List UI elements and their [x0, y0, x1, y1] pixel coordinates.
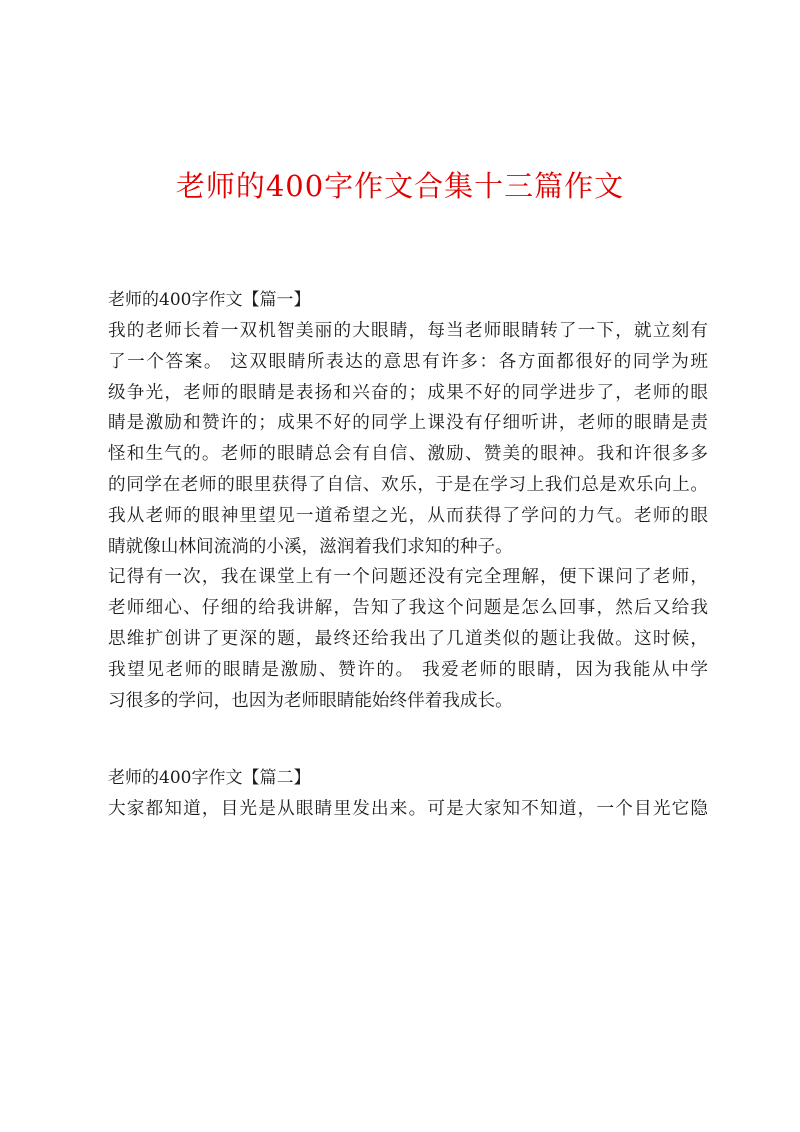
- section-heading: 老师的400字作文【篇一】: [108, 290, 311, 310]
- paragraph-line: 思维扩创讲了更深的题，最终还给我出了几道类似的题让我做。这时候，: [108, 628, 708, 649]
- section-heading: 老师的400字作文【篇二】: [108, 768, 311, 789]
- paragraph-line: 习很多的学问，也因为老师眼睛能始终伴着我成长。: [108, 690, 513, 711]
- section-spacer: [108, 716, 708, 764]
- document-body: [108, 286, 708, 825]
- document-title: 老师的400字作文合集十三篇作文: [175, 169, 625, 203]
- paragraph-line: 睛就像山林间流淌的小溪，滋润着我们求知的种子。: [108, 536, 513, 557]
- paragraph: [108, 316, 708, 562]
- essay-section: [108, 286, 708, 716]
- paragraph-line: 我望见老师的眼睛是激励、赞许的。 我爱老师的眼睛，因为我能从中学: [108, 659, 708, 680]
- paragraph-line: 大家都知道，目光是从眼睛里发出来。可是大家知不知道，一个目光它隐: [108, 799, 708, 820]
- paragraph-line: 老师细心、仔细的给我讲解，告知了我这个问题是怎么回事，然后又给我: [108, 598, 708, 619]
- paragraph-line: 的同学在老师的眼里获得了自信、欢乐，于是在学习上我们总是欢乐向上。: [108, 474, 708, 495]
- paragraph-line: 我从老师的眼神里望见一道希望之光，从而获得了学问的力气。老师的眼: [108, 505, 708, 526]
- paragraph-line: 我的老师长着一双机智美丽的大眼睛，每当老师眼睛转了一下，就立刻有: [108, 321, 708, 341]
- paragraph: [108, 562, 708, 716]
- paragraph-line: 级争光，老师的眼睛是表扬和兴奋的；成果不好的同学进步了，老师的眼: [108, 382, 708, 403]
- essay-section: [108, 764, 708, 825]
- paragraph-line: 怪和生气的。老师的眼睛总会有自信、激励、赞美的眼神。我和许很多多: [108, 444, 708, 465]
- paragraph: [108, 794, 708, 825]
- paragraph-line: 记得有一次，我在课堂上有一个问题还没有完全理解，便下课问了老师，: [108, 567, 708, 588]
- paragraph-line: 了一个答案。 这双眼睛所表达的意思有许多：各方面都很好的同学为班: [108, 351, 708, 372]
- paragraph-line: 睛是激励和赞许的；成果不好的同学上课没有仔细听讲，老师的眼睛是责: [108, 413, 708, 434]
